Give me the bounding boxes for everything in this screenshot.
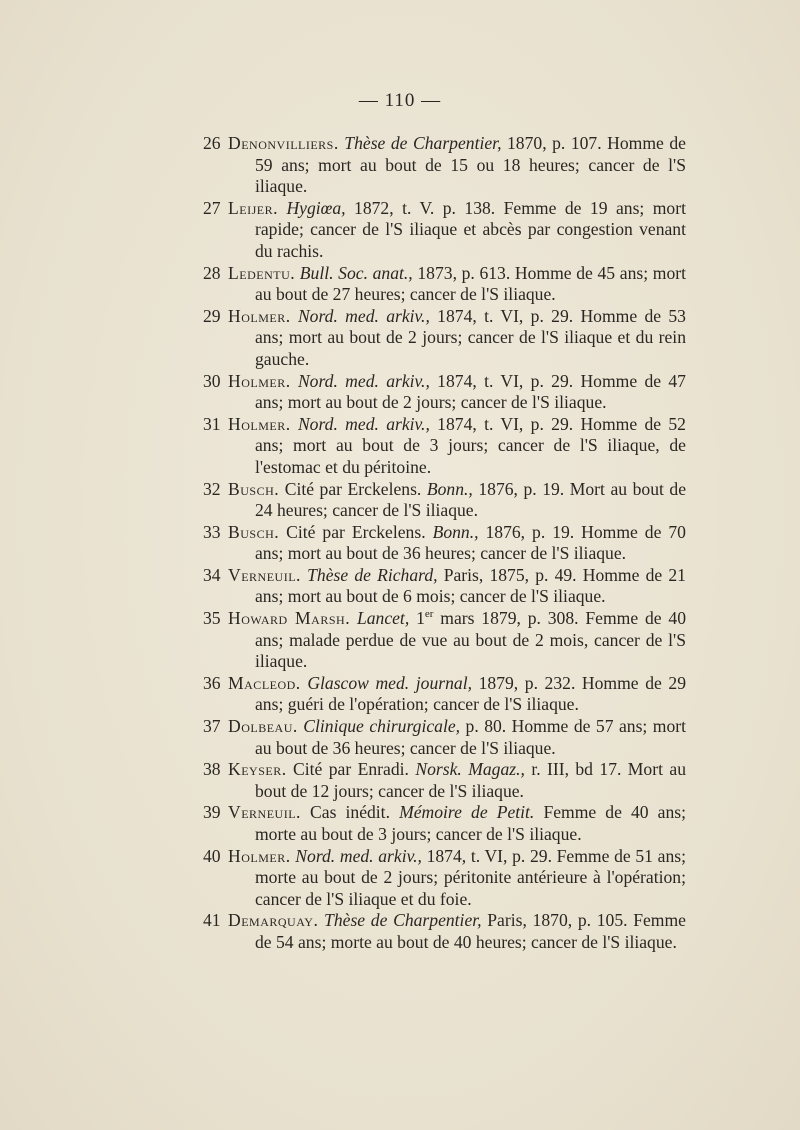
entry-author: Howard Marsh. [228, 608, 351, 629]
entry-author: Leijer. [228, 197, 278, 218]
entry-citation-prefix: Cité par Erckelens. [284, 478, 422, 499]
entry-text: 1872, t. V. p. 138. Femme de 19 ans; mort rapide; cancer de l'S iliaque et abcès par congestion venant du rachis. [255, 197, 686, 261]
entry-text: Paris, 1875, p. 49. Homme de 21 ans; mort au bout de 6 mois; cancer de l'S iliaque. [255, 564, 686, 607]
ordinal-superscript: er [424, 608, 434, 621]
entry-text: Femme de 40 ans; morte au bout de 3 jours; cancer de l'S iliaque. [255, 802, 687, 844]
entry-author: Keyser. [228, 759, 287, 780]
entry-source: Nord. med. arkiv., [295, 845, 422, 866]
entry-author: Verneuil. [228, 802, 301, 823]
case-entry-33 [203, 522, 686, 565]
entry-author: Holmer. [228, 413, 291, 434]
entry-source: Thèse de Charpentier, [344, 133, 502, 153]
entry-text: 1879, p. 232. Homme de 29 ans; guéri de l'opération; cancer de l'S iliaque. [255, 672, 686, 715]
entry-text: Paris, 1870, p. 105. Femme de 54 ans; morte au bout de 40 heures; cancer de l'S iliaque. [255, 910, 686, 952]
entry-number: 32 [203, 478, 221, 499]
entry-number: 31 [203, 413, 221, 434]
entry-author: Dolbeau. [228, 716, 298, 737]
entry-source: Bonn., [432, 521, 479, 542]
entry-author: Busch. [228, 521, 280, 542]
entry-number: 35 [203, 608, 221, 629]
entry-date-day: 1 [416, 608, 425, 629]
case-list [203, 133, 686, 954]
entry-number: 34 [203, 564, 221, 585]
entry-text: 1874, t. VI, p. 29. Homme de 52 ans; mort au bout de 3 jours; cancer de l'S iliaque, de l'estomac et du péritoine. [255, 413, 686, 477]
entry-text: 1876, p. 19. Homme de 70 ans; mort au bout de 36 heures; cancer de l'S iliaque. [255, 521, 686, 564]
entry-text: 1870, p. 107. Homme de 59 ans; mort au bout de 15 ou 18 heures; cancer de l'S iliaque. [255, 133, 686, 197]
entry-number: 38 [203, 759, 221, 780]
entry-text: mars 1879, p. 308. Femme de 40 ans; malade perdue de vue au bout de 2 mois, cancer de l'S iliaque. [255, 608, 687, 672]
entry-source: Glascow med. journal, [307, 672, 472, 693]
case-entry-41 [203, 910, 686, 953]
entry-text: p. 80. Homme de 57 ans; mort au bout de 36 heures; cancer de l'S iliaque. [255, 716, 687, 758]
entry-source: Lancet, [356, 608, 410, 629]
entry-author: Verneuil. [228, 564, 301, 585]
entry-number: 28 [203, 262, 221, 283]
entry-number: 37 [203, 716, 221, 737]
entry-source: Bull. Soc. anat., [299, 262, 413, 283]
entry-author: Holmer. [228, 305, 291, 326]
entry-source: Thèse de Richard, [307, 564, 438, 585]
entry-source: Norsk. Magaz., [415, 759, 525, 780]
entry-text: r. III, bd 17. Mort au bout de 12 jours; cancer de l'S iliaque. [255, 759, 686, 801]
entry-number: 39 [203, 802, 221, 823]
entry-citation-prefix: Cité par Enradi. [293, 759, 409, 780]
case-entry-37 [203, 716, 686, 759]
entry-number: 30 [203, 370, 221, 391]
page-number: — 110 — [358, 90, 442, 111]
entry-text: 1874, t. VI, p. 29. Homme de 53 ans; mort au bout de 2 jours; cancer de l'S iliaque et du rein gauche. [255, 305, 686, 369]
entry-number: 26 [203, 133, 221, 153]
entry-number: 41 [203, 910, 221, 931]
entry-author: Busch. [228, 478, 280, 499]
entry-number: 33 [203, 521, 221, 542]
entry-number: 27 [203, 197, 221, 218]
entry-text: 1874, t. VI, p. 29. Homme de 47 ans; mort au bout de 2 jours; cancer de l'S iliaque. [255, 370, 686, 413]
case-entry-35 [203, 608, 686, 673]
entry-author: Demarquay. [228, 910, 319, 931]
case-entry-38 [203, 759, 686, 802]
entry-source: Thèse de Charpentier, [324, 910, 482, 931]
case-entry-26 [203, 133, 686, 198]
entry-author: Macleod. [228, 672, 301, 693]
entry-author: Denonvilliers. [228, 133, 339, 153]
entry-number: 29 [203, 305, 221, 326]
entry-number: 40 [203, 845, 221, 866]
entry-number: 36 [203, 672, 221, 693]
entry-source: Bonn., [426, 478, 473, 499]
entry-author: Ledentu. [228, 262, 296, 283]
case-entry-30 [203, 371, 686, 414]
case-entry-31 [203, 414, 686, 479]
case-entry-40 [203, 846, 686, 911]
case-entry-34 [203, 565, 686, 608]
case-entry-27 [203, 198, 686, 263]
entry-text: 1874, t. VI, p. 29. Femme de 51 ans; morte au bout de 2 jours; péritonite antérieure à l'opération; cancer de l'S iliaque et du foie. [255, 845, 686, 909]
entry-source: Nord. med. arkiv., [297, 305, 430, 326]
case-entry-32 [203, 479, 686, 522]
entry-source: Mémoire de Petit. [399, 802, 535, 823]
entry-citation-prefix: Cité par Erckelens. [286, 521, 426, 542]
entry-source: Nord. med. arkiv., [297, 413, 430, 434]
entry-citation-prefix: Cas inédit. [310, 802, 390, 823]
entry-source: Hygiœa, [286, 197, 346, 218]
case-entry-39 [203, 802, 686, 845]
entry-author: Holmer. [228, 845, 291, 866]
case-entry-28 [203, 263, 686, 306]
entry-source: Clinique chirurgicale, [303, 716, 461, 737]
case-entry-36 [203, 673, 686, 716]
entry-text: 1876, p. 19. Mort au bout de 24 heures; cancer de l'S iliaque. [255, 478, 687, 521]
entry-text: 1873, p. 613. Homme de 45 ans; mort au bout de 27 heures; cancer de l'S iliaque. [255, 262, 686, 305]
case-entry-29 [203, 306, 686, 371]
entry-source: Nord. med. arkiv., [297, 370, 430, 391]
entry-author: Holmer. [228, 370, 291, 391]
